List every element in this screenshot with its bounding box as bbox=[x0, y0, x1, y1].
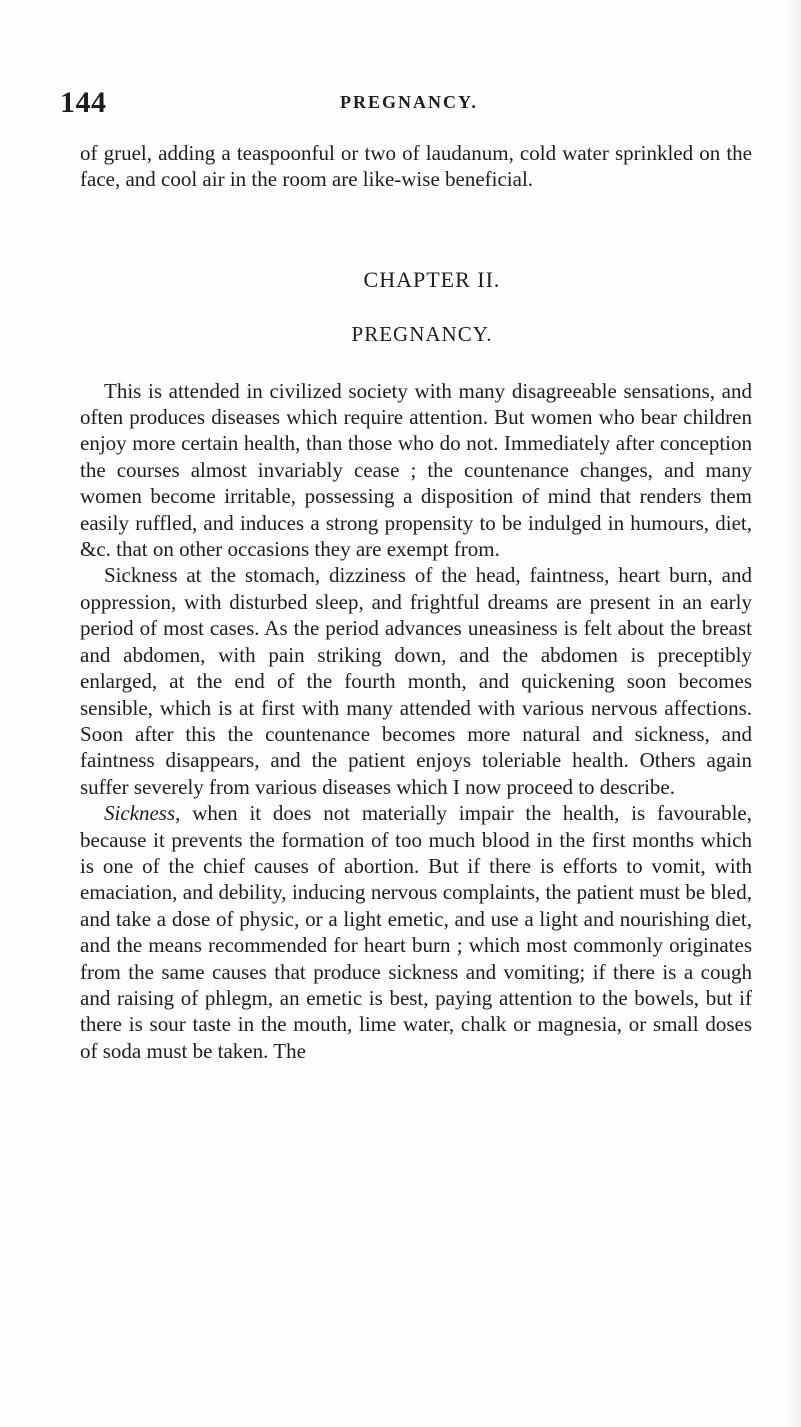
paragraph-3-text: , when it does not materially impair the health, is favourable, because it prevents the formation of too much blood in the first months which is one of the chief causes of abortion. But if there is efforts to vomit, with emaciation, and debility, inducing nervous complaints, the patient must be bled, and take a dose of physic, or a light emetic, and use a light and nourishing diet, and the means recommended for heart burn ; which most commonly originates from the same causes that produce sickness and vomiting; if there is a cough and raising of phlegm, an emetic is best, paying attention to the bowels, but if there is sour taste in the mouth, lime water, chalk or magnesia, or small doses of soda must be taken. The bbox=[80, 801, 752, 1063]
chapter-heading: CHAPTER II. bbox=[363, 266, 501, 292]
paragraph-2 bbox=[80, 562, 752, 800]
body-text bbox=[80, 140, 752, 1064]
paragraph-1 bbox=[80, 378, 752, 563]
page-edge-shadow bbox=[787, 0, 801, 1427]
paragraph-3-lead: Sickness bbox=[104, 801, 176, 826]
paragraph-3 bbox=[80, 800, 752, 1064]
continuation-paragraph: of gruel, adding a teaspoonful or two of laudanum, cold water sprinkled on the face, and cool air in the room are like-wise beneficial. bbox=[80, 141, 752, 192]
page-number: 144 bbox=[60, 86, 107, 119]
running-title: PREGNANCY. bbox=[340, 92, 478, 112]
running-head bbox=[60, 86, 760, 118]
paragraph-2-text: Sickness at the stomach, dizziness of the head, faintness, heart burn, and oppression, with disturbed sleep, and frightful dreams are present in an early period of most cases. As the period advances uneasiness is felt about the breast and abdomen, with pain striking down, and the abdomen is preceptibly enlarged, at the end of the fourth month, and quickening soon becomes sensible, which is at first with many attended with various nervous affections. Soon after this the countenance becomes more natural and sickness, and faintness disappears, and the patient enjoys toleriable health. Others again suffer severely from various diseases which I now proceed to describe. bbox=[80, 563, 752, 799]
paragraph-1-text: This is attended in civilized society with many disagreeable sensations, and often produces diseases which require attention. But women who bear children enjoy more certain health, than those who do not. Immediately after conception the courses almost invariably cease ; the countenance changes, and many women become irritable, possessing a disposition of mind that renders them easily ruffled, and induces a strong propensity to be indulged in humours, diet, &c. that on other occasions they are exempt from. bbox=[80, 378, 752, 562]
chapter-title: PREGNANCY. bbox=[351, 322, 493, 347]
